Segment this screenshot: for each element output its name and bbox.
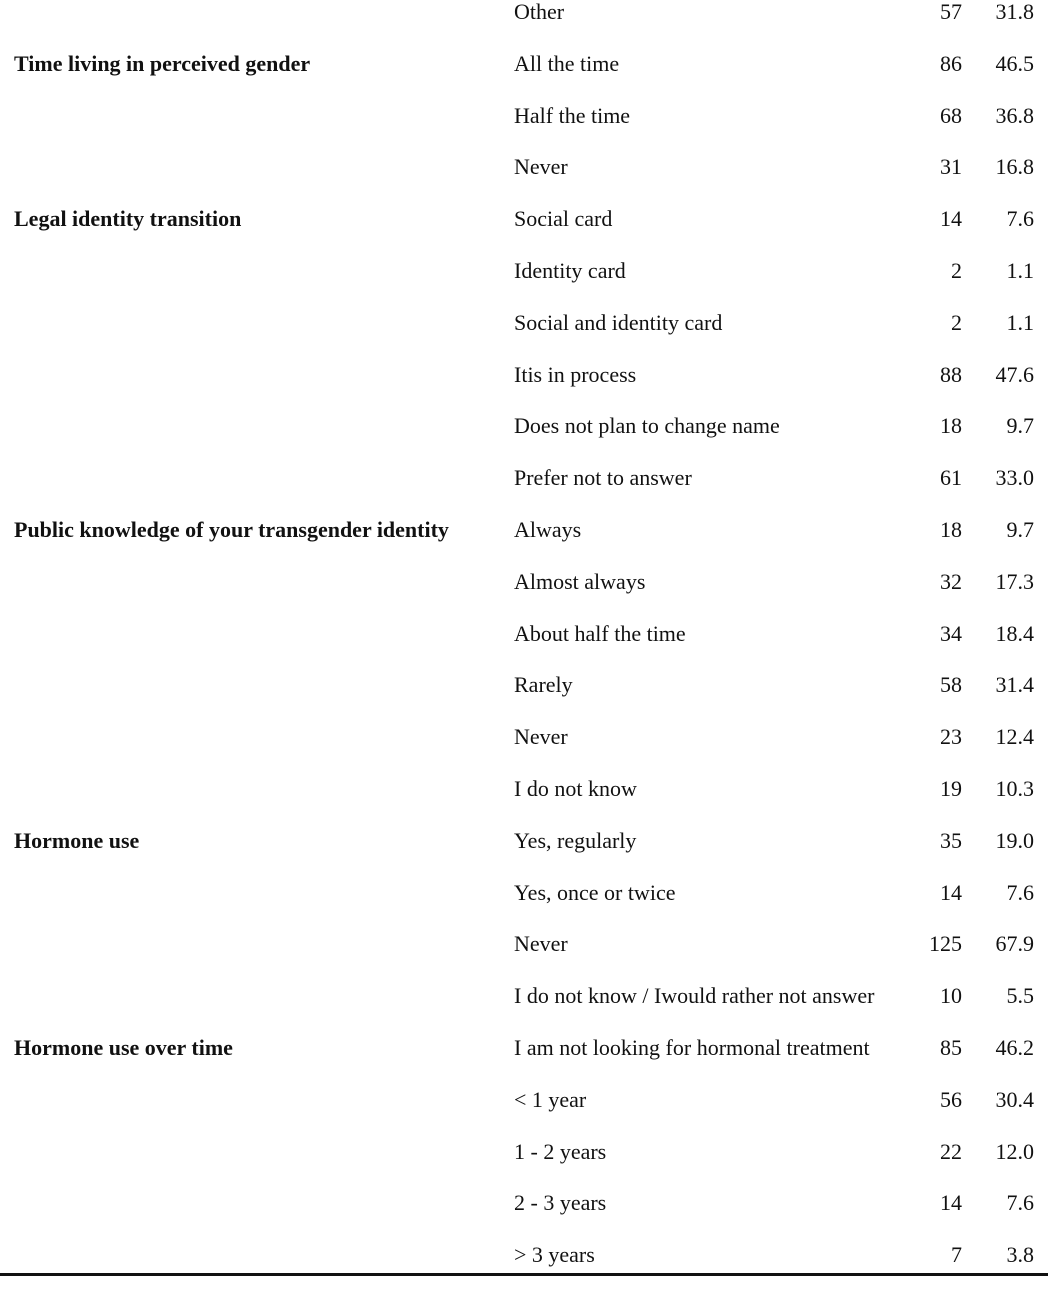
table-row: [0, 1243, 1048, 1295]
row-percent: 31.4: [995, 672, 1034, 698]
row-count: 2: [951, 309, 962, 335]
row-count: 31: [940, 154, 962, 180]
table-row: [0, 1191, 1048, 1243]
row-count: 23: [940, 724, 962, 750]
row-response: Never: [514, 724, 568, 750]
row-count: 18: [940, 413, 962, 439]
table-row: [0, 104, 1048, 156]
row-response: Never: [514, 931, 568, 957]
table-row: [0, 777, 1048, 829]
row-response: I do not know / Iwould rather not answer: [514, 983, 875, 1009]
row-count: 14: [940, 879, 962, 905]
table-row: [0, 1036, 1048, 1088]
table-row: [0, 155, 1048, 207]
table-row: [0, 1140, 1048, 1192]
row-percent: 31.8: [995, 0, 1034, 24]
row-category: Public knowledge of your transgender identity: [14, 517, 449, 542]
table-bottom-rule: [0, 1273, 1048, 1276]
table-row: [0, 984, 1048, 1036]
row-count: 32: [940, 568, 962, 594]
row-response: I do not know: [514, 776, 637, 801]
row-count: 22: [940, 1138, 962, 1164]
row-count: 14: [940, 1190, 962, 1216]
row-percent: 12.4: [995, 724, 1034, 750]
row-percent: 36.8: [995, 102, 1034, 128]
row-response: Yes, regularly: [514, 827, 637, 853]
table-row: [0, 570, 1048, 622]
table-row: [0, 932, 1048, 984]
row-response: > 3 years: [514, 1242, 595, 1268]
row-response: 1 - 2 years: [514, 1138, 607, 1164]
table-row: [0, 311, 1048, 363]
row-percent: 9.7: [1006, 517, 1034, 542]
row-count: 10: [940, 983, 962, 1009]
row-response: Yes, once or twice: [514, 879, 676, 905]
table-row: [0, 1088, 1048, 1140]
row-response: Social and identity card: [514, 309, 723, 335]
row-response: Rarely: [514, 672, 573, 698]
row-percent: 1.1: [1006, 258, 1034, 283]
row-category: Hormone use over time: [14, 1035, 233, 1060]
row-count: 125: [929, 931, 962, 957]
row-percent: 16.8: [995, 154, 1034, 180]
row-count: 86: [940, 50, 962, 76]
row-percent: 47.6: [995, 361, 1034, 387]
row-percent: 9.7: [1006, 413, 1034, 439]
row-percent: 18.4: [995, 620, 1034, 646]
row-percent: 12.0: [995, 1138, 1034, 1164]
row-response: Does not plan to change name: [514, 413, 780, 439]
row-percent: 1.1: [1006, 309, 1034, 335]
row-count: 56: [940, 1086, 962, 1112]
row-count: 35: [940, 827, 962, 853]
row-percent: 19.0: [995, 827, 1034, 853]
row-response: Always: [514, 517, 582, 542]
row-response: Never: [514, 154, 568, 180]
row-percent: 46.2: [995, 1035, 1034, 1060]
row-count: 85: [940, 1035, 962, 1060]
row-count: 14: [940, 206, 962, 232]
row-count: 61: [940, 465, 962, 491]
row-response: Other: [514, 0, 565, 24]
row-count: 58: [940, 672, 962, 698]
row-response: About half the time: [514, 620, 686, 646]
table-row: [0, 414, 1048, 466]
row-percent: 33.0: [995, 465, 1034, 491]
row-count: 34: [940, 620, 962, 646]
table-row: [0, 829, 1048, 881]
table-row: [0, 518, 1048, 570]
row-count: 19: [940, 776, 962, 801]
row-count: 68: [940, 102, 962, 128]
table-row: [0, 52, 1048, 104]
row-response: Identity card: [514, 258, 626, 283]
row-percent: 7.6: [1006, 1190, 1034, 1216]
table-row: [0, 0, 1048, 52]
row-response: All the time: [514, 50, 620, 76]
row-percent: 5.5: [1006, 983, 1034, 1009]
table-row: [0, 725, 1048, 777]
row-percent: 30.4: [995, 1086, 1034, 1112]
row-response: 2 - 3 years: [514, 1190, 607, 1216]
row-count: 57: [940, 0, 962, 24]
row-count: 88: [940, 361, 962, 387]
row-count: 2: [951, 258, 962, 283]
row-count: 7: [951, 1242, 962, 1268]
row-response: Social card: [514, 206, 613, 232]
table-row: [0, 466, 1048, 518]
row-percent: 17.3: [995, 568, 1034, 594]
row-percent: 3.8: [1006, 1242, 1034, 1268]
table-row: [0, 207, 1048, 259]
row-category: Hormone use: [14, 827, 140, 853]
row-percent: 10.3: [995, 776, 1034, 801]
row-response: < 1 year: [514, 1086, 587, 1112]
row-percent: 7.6: [1006, 879, 1034, 905]
row-count: 18: [940, 517, 962, 542]
row-response: Itis in process: [514, 361, 637, 387]
row-category: Time living in perceived gender: [14, 50, 311, 76]
row-response: Almost always: [514, 568, 646, 594]
row-response: Prefer not to answer: [514, 465, 692, 491]
row-category: Legal identity transition: [14, 206, 242, 232]
table-row: [0, 363, 1048, 415]
table-row: [0, 622, 1048, 674]
row-percent: 46.5: [995, 50, 1034, 76]
row-response: I am not looking for hormonal treatment: [514, 1035, 870, 1060]
table-row: [0, 881, 1048, 933]
row-response: Half the time: [514, 102, 631, 128]
row-percent: 67.9: [995, 931, 1034, 957]
table-row: [0, 673, 1048, 725]
table-row: [0, 259, 1048, 311]
row-percent: 7.6: [1006, 206, 1034, 232]
